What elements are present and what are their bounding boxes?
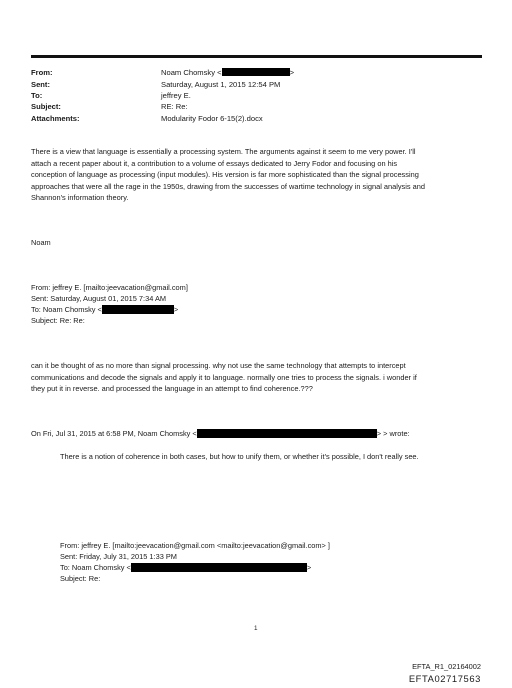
- subject-value: RE: Re:: [161, 102, 188, 111]
- quoted3-subject: Subject: Re:: [60, 574, 101, 583]
- efta-stamp-r1: EFTA_R1_02164002: [412, 662, 481, 671]
- quoted-from-text: From: jeffrey E. [mailto:jeevacation@gmail.com]: [31, 283, 188, 292]
- message-line: communications and decode the signals and apply it to language. normally one tries to process the signals. i wonder if: [31, 372, 417, 382]
- redaction-block: [222, 68, 290, 76]
- quoted-from: [31, 283, 188, 292]
- page-number: 1: [254, 625, 258, 632]
- paragraph-line: attach a recent paper about it, a contribution to a volume of essays dedicated to Jerry Fodor and focusing on his: [31, 158, 398, 168]
- quoted-sent: Sent: Saturday, August 01, 2015 7:34 AM: [31, 294, 167, 303]
- efta-stamp: EFTA02717563: [408, 673, 481, 684]
- paragraph-line: conception of language as processing (input modules). His version is far more sophisticated than the signal processing: [31, 170, 419, 180]
- quoted3-to: [60, 563, 311, 572]
- quoted-subject: Subject: Re: Re:: [31, 316, 85, 325]
- message-line: can it be thought of as no more than signal processing. why not use the same technology that attempts to intercept: [31, 361, 406, 370]
- attachments-label: Attachments:: [31, 114, 80, 123]
- paragraph-line: There is a view that language is essentially a processing system. The arguments against it seem to me very power. I'll: [31, 147, 416, 156]
- quoted3-to-tail: >: [306, 563, 312, 572]
- sent-value: Saturday, August 1, 2015 12:54 PM: [161, 80, 281, 89]
- quoted3-to-text: To: Noam Chomsky <: [60, 563, 131, 572]
- to-value: jeffrey E.: [161, 91, 191, 100]
- top-rule: [31, 55, 482, 58]
- to-label: To:: [31, 91, 43, 100]
- subject-label: Subject:: [31, 102, 61, 111]
- from-label: From:: [31, 68, 53, 77]
- redaction-block: [131, 563, 307, 572]
- message-line: they put it in reverse. and processed the language in an attempt to find coherence.???: [31, 384, 313, 394]
- redaction-block: [102, 305, 174, 314]
- wrote-line: [31, 429, 410, 438]
- body-paragraph: [31, 146, 425, 204]
- signature: Noam: [31, 238, 51, 247]
- quoted-to-text: To: Noam Chomsky <: [31, 305, 102, 314]
- quoted-message-2: There is a notion of coherence in both cases, but how to unify them, or whether it's possible, I don't really see.: [60, 452, 419, 461]
- from-value: [161, 68, 294, 77]
- from-name: Noam Chomsky <: [161, 68, 222, 77]
- quoted3-sent: Sent: Friday, July 31, 2015 1:33 PM: [60, 552, 177, 561]
- from-tail: >: [289, 68, 294, 77]
- attachment-link[interactable]: Modularity Fodor 6-15(2).docx: [161, 114, 263, 123]
- paragraph-line: approaches that were all the rage in the 1950s, drawing from the successes of wartime technology in signal analysis and: [31, 181, 425, 191]
- paragraph-line: Shannon's information theory.: [31, 193, 129, 203]
- quoted3-from: From: jeffrey E. [mailto:jeevacation@gmail.com <mailto:jeevacation@gmail.com> ]: [60, 541, 330, 550]
- quoted-to: [31, 305, 178, 314]
- wrote-suffix: > > wrote:: [376, 429, 410, 438]
- wrote-prefix: On Fri, Jul 31, 2015 at 6:58 PM, Noam Chomsky <: [31, 429, 197, 438]
- quoted-message: [31, 360, 417, 395]
- quoted-to-tail: >: [173, 305, 179, 314]
- redaction-block: [197, 429, 377, 438]
- sent-label: Sent:: [31, 80, 50, 89]
